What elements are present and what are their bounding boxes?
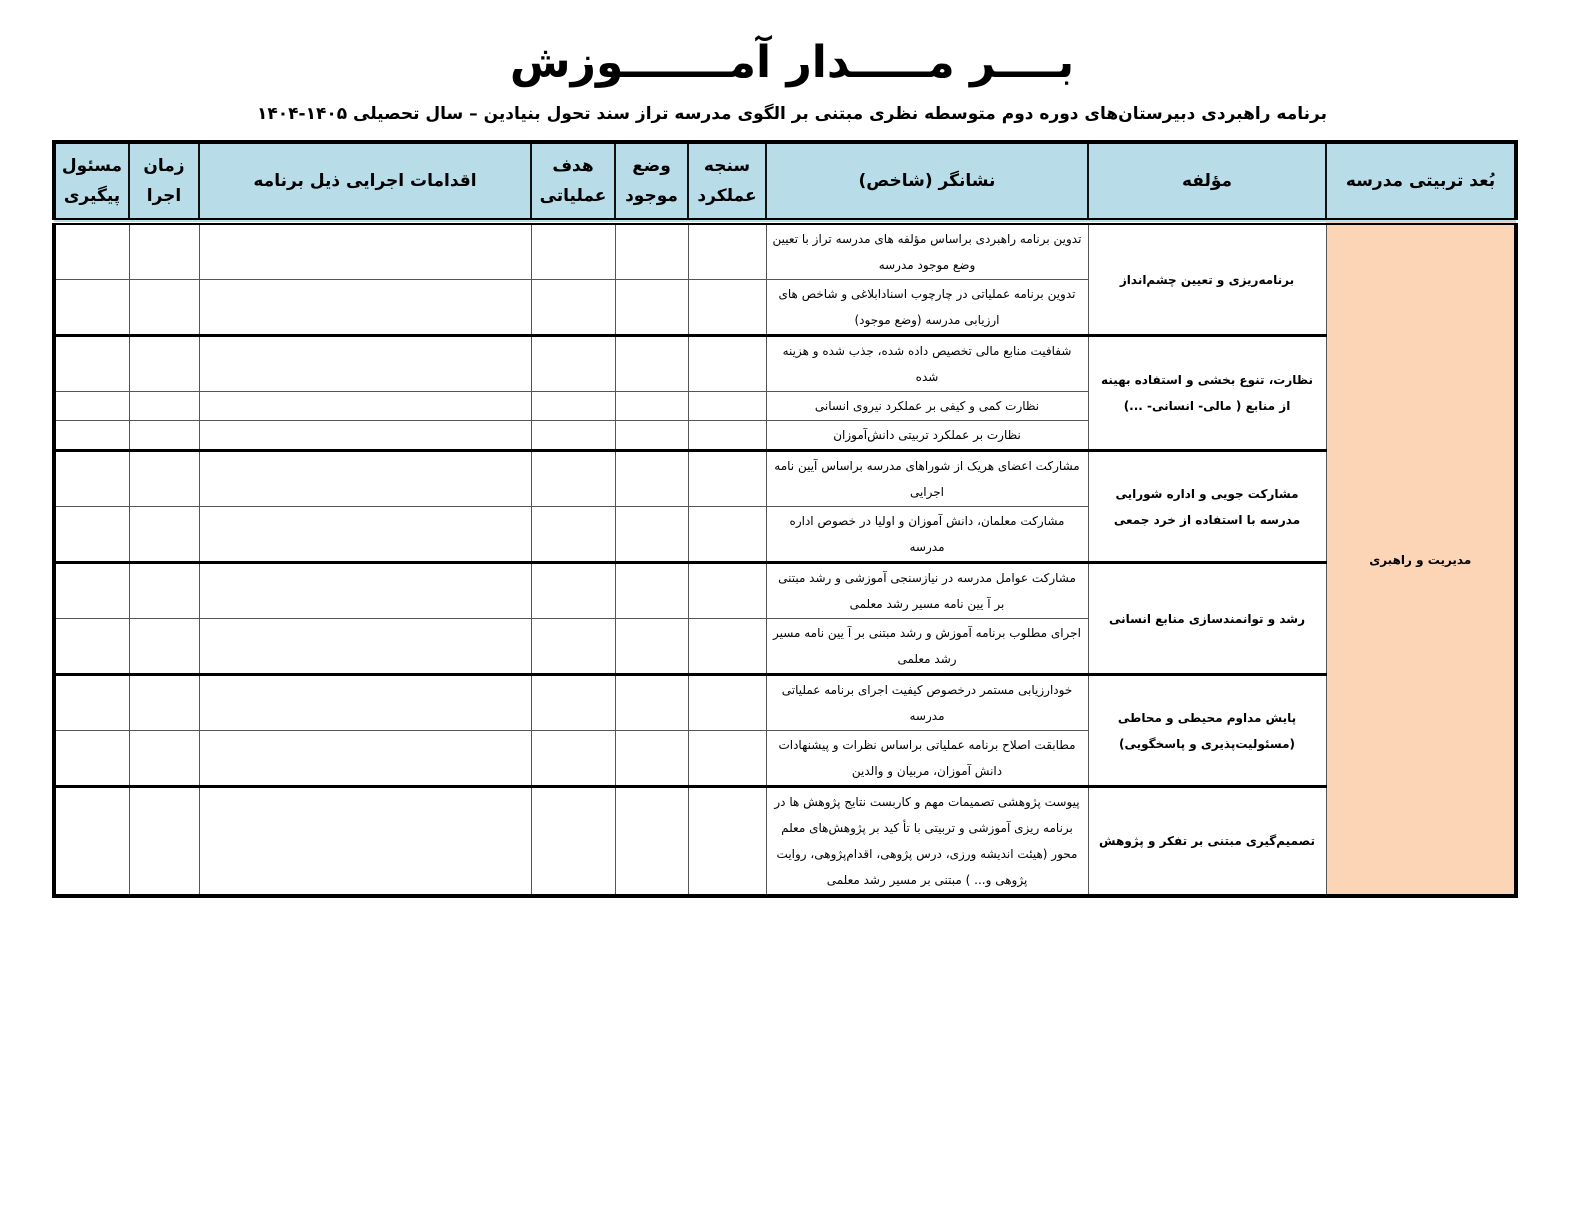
time-cell[interactable] — [129, 507, 199, 563]
table-row — [54, 675, 1516, 731]
indicator-cell: مشارکت عوامل مدرسه در نیازسنجی آموزشی و رشد مبتنی بر آ یین نامه مسیر رشد معلمی — [766, 563, 1088, 619]
responsible-cell[interactable] — [54, 421, 129, 451]
status-cell[interactable] — [615, 222, 688, 280]
header-measure: سنجه عملکرد — [688, 142, 766, 222]
measure-cell[interactable] — [688, 280, 766, 336]
indicator-cell: تدوین برنامه عملیاتی در چارچوب اسنادابلاغی و شاخص های ارزیابی مدرسه (وضع موجود) — [766, 280, 1088, 336]
goal-cell[interactable] — [531, 222, 615, 280]
time-cell[interactable] — [129, 451, 199, 507]
header-responsible: مسئول پیگیری — [54, 142, 129, 222]
actions-cell[interactable] — [199, 675, 531, 731]
responsible-cell[interactable] — [54, 336, 129, 392]
header-time: زمان اجرا — [129, 142, 199, 222]
page-subtitle: برنامه راهبردی دبیرستان‌های دوره دوم متوسطه نظری مبتنی بر الگوی مدرسه تراز سند تحول بنیادین – سال تحصیلی ۱۴۰۵-۱۴۰۴ — [257, 104, 1327, 124]
status-cell[interactable] — [615, 421, 688, 451]
page-title: بــــر مـــــدار آمـــــــوزش — [509, 37, 1075, 88]
status-cell[interactable] — [615, 507, 688, 563]
table-row — [54, 222, 1516, 280]
indicator-cell: شفافیت منابع مالی تخصیص داده شده، جذب شده و هزینه شده — [766, 336, 1088, 392]
header-actions: اقدامات اجرایی ذیل برنامه — [199, 142, 531, 222]
table-body — [54, 222, 1516, 897]
goal-cell[interactable] — [531, 731, 615, 787]
responsible-cell[interactable] — [54, 222, 129, 280]
actions-cell[interactable] — [199, 421, 531, 451]
actions-cell[interactable] — [199, 451, 531, 507]
measure-cell[interactable] — [688, 336, 766, 392]
time-cell[interactable] — [129, 563, 199, 619]
status-cell[interactable] — [615, 280, 688, 336]
responsible-cell[interactable] — [54, 507, 129, 563]
responsible-cell[interactable] — [54, 787, 129, 897]
goal-cell[interactable] — [531, 675, 615, 731]
responsible-cell[interactable] — [54, 731, 129, 787]
status-cell[interactable] — [615, 731, 688, 787]
indicator-cell: پیوست پژوهشی تصمیمات مهم و کاربست نتایج پژوهش ها در برنامه ریزی آموزشی و تربیتی با تأ کید بر پژوهش‌های معلم محور (هیئت اندیشه ورزی، درس پژوهی، اقدام‌پژوهی، روایت پژوهی و... ) مبتنی بر مسیر رشد معلمی — [766, 787, 1088, 897]
time-cell[interactable] — [129, 280, 199, 336]
time-cell[interactable] — [129, 675, 199, 731]
measure-cell[interactable] — [688, 563, 766, 619]
component-cell: برنامه‌ریزی و تعیین چشم‌انداز — [1088, 222, 1326, 336]
measure-cell[interactable] — [688, 619, 766, 675]
header-status: وضع موجود — [615, 142, 688, 222]
goal-cell[interactable] — [531, 563, 615, 619]
actions-cell[interactable] — [199, 563, 531, 619]
responsible-cell[interactable] — [54, 675, 129, 731]
table-row — [54, 451, 1516, 507]
table-row — [54, 787, 1516, 897]
header-component: مؤلفه — [1088, 142, 1326, 222]
component-cell: پایش مداوم محیطی و محاطی (مسئولیت‌پذیری و پاسخگویی) — [1088, 675, 1326, 787]
actions-cell[interactable] — [199, 280, 531, 336]
measure-cell[interactable] — [688, 675, 766, 731]
header-indicator: نشانگر (شاخص) — [766, 142, 1088, 222]
header-row — [54, 142, 1516, 222]
goal-cell[interactable] — [531, 619, 615, 675]
goal-cell[interactable] — [531, 451, 615, 507]
strategic-plan-table — [52, 140, 1518, 898]
actions-cell[interactable] — [199, 222, 531, 280]
time-cell[interactable] — [129, 787, 199, 897]
indicator-cell: اجرای مطلوب برنامه آموزش و رشد مبتنی بر آ یین نامه مسیر رشد معلمی — [766, 619, 1088, 675]
time-cell[interactable] — [129, 731, 199, 787]
actions-cell[interactable] — [199, 392, 531, 421]
responsible-cell[interactable] — [54, 563, 129, 619]
status-cell[interactable] — [615, 336, 688, 392]
actions-cell[interactable] — [199, 507, 531, 563]
responsible-cell[interactable] — [54, 619, 129, 675]
status-cell[interactable] — [615, 563, 688, 619]
indicator-cell: مشارکت معلمان، دانش آموزان و اولیا در خصوص اداره مدرسه — [766, 507, 1088, 563]
indicator-cell: تدوین برنامه راهبردی براساس مؤلفه های مدرسه تراز با تعیین وضع موجود مدرسه — [766, 222, 1088, 280]
time-cell[interactable] — [129, 336, 199, 392]
actions-cell[interactable] — [199, 787, 531, 897]
measure-cell[interactable] — [688, 421, 766, 451]
measure-cell[interactable] — [688, 222, 766, 280]
table-row — [54, 336, 1516, 392]
status-cell[interactable] — [615, 675, 688, 731]
status-cell[interactable] — [615, 392, 688, 421]
dimension-cell: مدیریت و راهبری — [1326, 222, 1516, 897]
responsible-cell[interactable] — [54, 280, 129, 336]
goal-cell[interactable] — [531, 787, 615, 897]
time-cell[interactable] — [129, 222, 199, 280]
goal-cell[interactable] — [531, 336, 615, 392]
component-cell: تصمیم‌گیری مبتنی بر تفکر و پژوهش — [1088, 787, 1326, 897]
measure-cell[interactable] — [688, 507, 766, 563]
component-cell: رشد و توانمندسازی منابع انسانی — [1088, 563, 1326, 675]
responsible-cell[interactable] — [54, 451, 129, 507]
measure-cell[interactable] — [688, 451, 766, 507]
measure-cell[interactable] — [688, 731, 766, 787]
indicator-cell: خودارزیابی مستمر درخصوص کیفیت اجرای برنامه عملیاتی مدرسه — [766, 675, 1088, 731]
responsible-cell[interactable] — [54, 392, 129, 421]
goal-cell[interactable] — [531, 280, 615, 336]
measure-cell[interactable] — [688, 787, 766, 897]
component-cell: نظارت، تنوع بخشی و استفاده بهینه از منابع ( مالی- انسانی- ...) — [1088, 336, 1326, 451]
actions-cell[interactable] — [199, 619, 531, 675]
time-cell[interactable] — [129, 392, 199, 421]
indicator-cell: مشارکت اعضای هریک از شوراهای مدرسه براساس آیین نامه اجرایی — [766, 451, 1088, 507]
time-cell[interactable] — [129, 619, 199, 675]
component-cell: مشارکت جویی و اداره شورایی مدرسه با استفاده از خرد جمعی — [1088, 451, 1326, 563]
measure-cell[interactable] — [688, 392, 766, 421]
status-cell[interactable] — [615, 619, 688, 675]
actions-cell[interactable] — [199, 731, 531, 787]
indicator-cell: نظارت کمی و کیفی بر عملکرد نیروی انسانی — [766, 392, 1088, 421]
status-cell[interactable] — [615, 451, 688, 507]
goal-cell[interactable] — [531, 392, 615, 421]
indicator-cell: مطابقت اصلاح برنامه عملیاتی براساس نظرات و پیشنهادات دانش آموزان، مربیان و والدین — [766, 731, 1088, 787]
status-cell[interactable] — [615, 787, 688, 897]
goal-cell[interactable] — [531, 421, 615, 451]
header-goal: هدف عملیاتی — [531, 142, 615, 222]
table-row — [54, 563, 1516, 619]
actions-cell[interactable] — [199, 336, 531, 392]
time-cell[interactable] — [129, 421, 199, 451]
indicator-cell: نظارت بر عملکرد تربیتی دانش‌آموزان — [766, 421, 1088, 451]
header-dimension: بُعد تربیتی مدرسه — [1326, 142, 1516, 222]
goal-cell[interactable] — [531, 507, 615, 563]
